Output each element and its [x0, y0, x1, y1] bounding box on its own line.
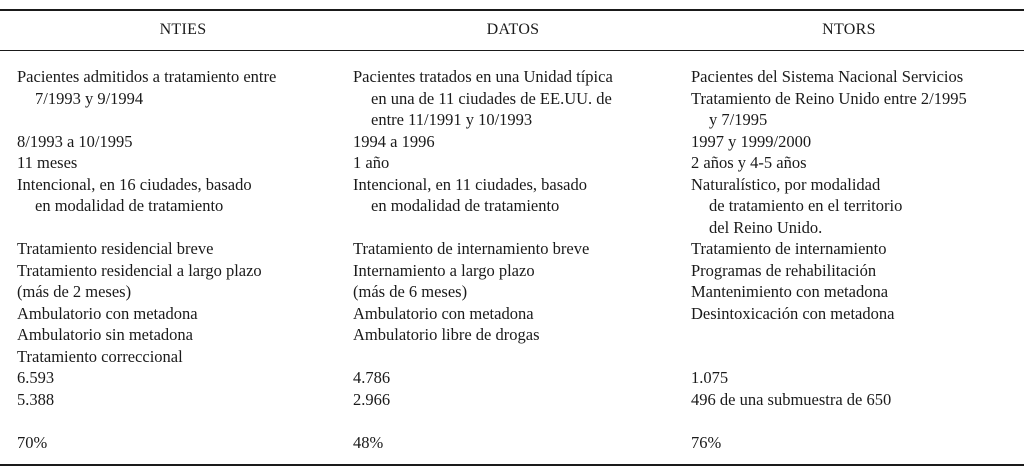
table-cell-line: Intencional, en 11 ciudades, basado: [353, 174, 587, 194]
table-cell-line: (más de 2 meses): [17, 282, 132, 301]
table-cell-line: Pacientes admitidos a tratamiento entre: [17, 67, 277, 86]
table-cell-line: Ambulatorio sin metadona: [17, 325, 193, 344]
table-cell-line: [17, 109, 276, 131]
table-cell-line: [353, 346, 613, 368]
table-cell-line: 4.786: [353, 368, 391, 387]
table-cell-line: entre 11/1991 y 10/1993: [371, 110, 533, 129]
table-cell-line: Tratamiento residencial breve: [17, 239, 214, 258]
table-cell-line: Tratamiento de internamiento breve: [353, 239, 590, 258]
table-cell-line: 2.966: [353, 389, 391, 409]
table-cell-line: 76%: [691, 432, 722, 452]
header-ntors: NTORS: [822, 21, 876, 38]
table-cell-line: Ambulatorio con metadona: [17, 303, 198, 323]
table-cell-line: Pacientes tratados en una Unidad típica: [353, 67, 613, 86]
table-cell-line: [17, 217, 276, 239]
table-cell-line: 6.593: [17, 368, 55, 387]
table-cell-line: de tratamiento en el territorio: [709, 196, 903, 215]
table-cell-line: 1994 a 1996: [353, 131, 435, 151]
table-cell-line: Tratamiento de internamiento: [691, 239, 887, 258]
table-bottom-rule: [0, 464, 1024, 466]
table-cell-line: [353, 217, 613, 239]
table-cell-line: Intencional, en 16 ciudades, basado: [17, 174, 252, 194]
table-cell-line: [691, 410, 967, 432]
table-cell-line: 2 años y 4-5 años: [691, 153, 807, 172]
table-cell-line: Mantenimiento con metadona: [691, 282, 889, 301]
table-cell-line: 11 meses: [17, 153, 78, 172]
column-datos: [353, 66, 613, 453]
column-ntors: [691, 66, 967, 453]
table-cell-line: Internamiento a largo plazo: [353, 260, 535, 280]
table-cell-line: Programas de rehabilitación: [691, 260, 877, 280]
column-nties: [17, 66, 276, 453]
table-cell-line: 70%: [17, 432, 48, 452]
table-cell-line: Desintoxicación con metadona: [691, 303, 895, 323]
table-top-rule: [0, 9, 1024, 11]
table-cell-line: [691, 324, 967, 346]
table-cell-line: 496 de una submuestra de 650: [691, 389, 892, 409]
table-cell-line: (más de 6 meses): [353, 282, 468, 301]
table-cell-line: Ambulatorio con metadona: [353, 303, 534, 323]
table-cell-line: Pacientes del Sistema Nacional Servicios: [691, 67, 964, 86]
table-cell-line: Tratamiento residencial a largo plazo: [17, 260, 262, 280]
table-cell-line: en una de 11 ciudades de EE.UU. de: [371, 88, 612, 108]
table-cell-line: y 7/1995: [709, 110, 768, 129]
table-cell-line: Ambulatorio libre de drogas: [353, 325, 540, 344]
table-cell-line: 8/1993 a 10/1995: [17, 131, 133, 151]
header-separator-rule: [0, 50, 1024, 51]
table-cell-line: [353, 410, 613, 432]
header-datos: DATOS: [486, 21, 540, 38]
header-nties: NTIES: [159, 21, 207, 38]
table-cell-line: [691, 346, 967, 368]
table-cell-line: 1 año: [353, 153, 390, 172]
table-cell-line: [17, 410, 276, 432]
table-cell-line: 1997 y 1999/2000: [691, 131, 812, 151]
table-cell-line: en modalidad de tratamiento: [371, 196, 560, 215]
table-cell-line: 7/1993 y 9/1994: [35, 88, 144, 108]
table-cell-line: del Reino Unido.: [709, 217, 823, 237]
table-cell-line: Tratamiento de Reino Unido entre 2/1995: [691, 88, 967, 108]
table-cell-line: en modalidad de tratamiento: [35, 196, 224, 215]
table-cell-line: 48%: [353, 432, 384, 452]
table-cell-line: Tratamiento correccional: [17, 346, 183, 366]
table-cell-line: Naturalístico, por modalidad: [691, 174, 881, 194]
table-cell-line: 5.388: [17, 389, 55, 409]
table-cell-line: 1.075: [691, 368, 729, 387]
